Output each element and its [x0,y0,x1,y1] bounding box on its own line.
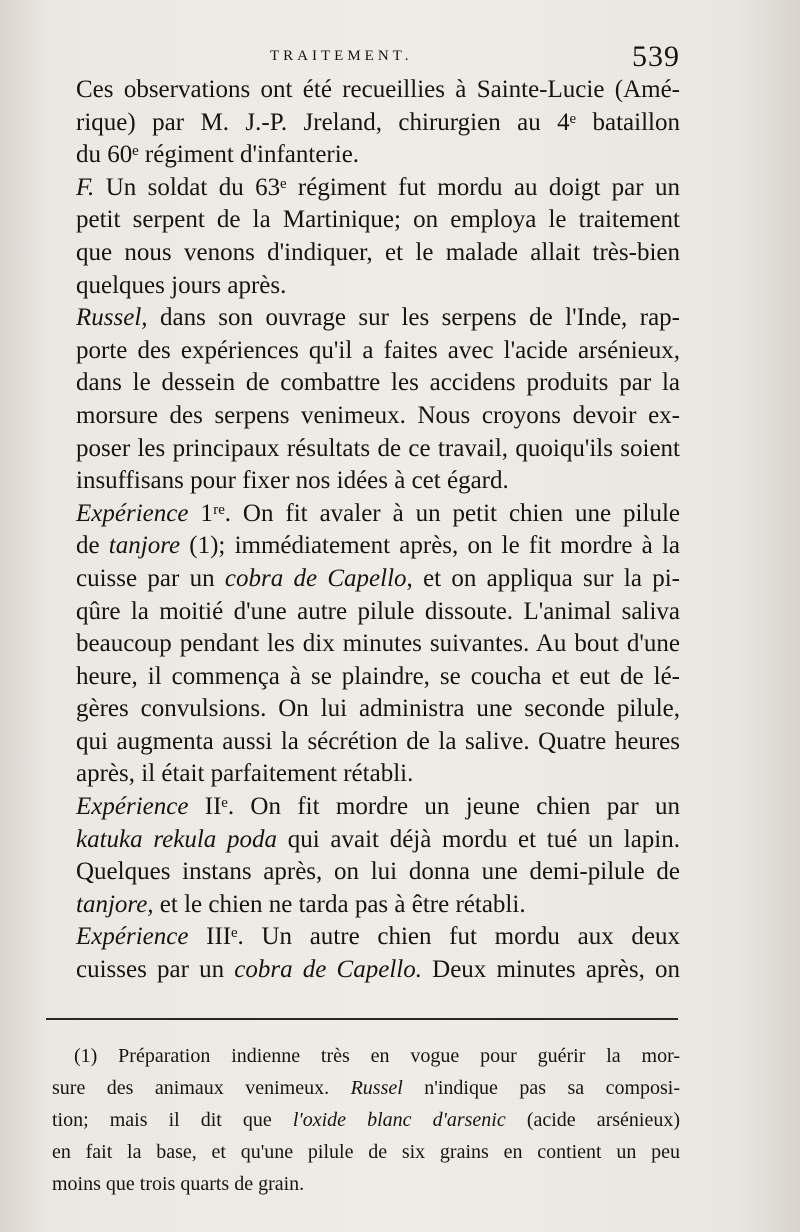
running-head: TRAITEMENT. [270,48,413,64]
text-line: Russel, dans son ouvrage sur les serpens de l'Inde, rap- [76,304,680,332]
text-line: cuisses par un cobra de Capello. Deux minutes après, on [76,956,681,984]
text-line: heure, il commença à se plaindre, se coucha et eut de lé- [76,662,680,690]
text-line: katuka rekula poda qui avait déjà mordu et tué un lapin. [76,825,681,853]
footnote [52,1040,680,1200]
text-line: poser les principaux résultats de ce travail, quoiqu'ils soient [76,434,680,462]
text-line: rique) par M. J.-P. Jreland, chirurgien au 4ᵉ bataillon [76,108,680,136]
text-line: beaucoup pendant les dix minutes suivantes. Au bout d'une [76,630,680,658]
text-line: que nous venons d'indiquer, et le malade allait très-bien [76,238,680,266]
text-line: après, il était parfaitement rétabli. [76,760,414,788]
text-line: Quelques instans après, on lui donna une demi-pilule de [76,858,680,886]
text-line: gères convulsions. On lui administra une seconde pilule, [76,695,680,723]
text-line: tanjore, et le chien ne tarda pas à être rétabli. [76,890,526,918]
footnote-line: moins que trois quarts de grain. [52,1173,305,1195]
text-line: insuffisans pour fixer nos idées à cet égard. [76,467,509,495]
text-line: porte des expériences qu'il a faites avec l'acide arsénieux, [76,336,680,364]
text-line: cuisse par un cobra de Capello, et on appliqua sur la pi- [76,564,680,592]
footnote-line: sure des animaux venimeux. Russel n'indique pas sa composi- [52,1077,680,1099]
page-header [60,40,680,76]
text-line: petit serpent de la Martinique; on employa le traitement [76,206,680,234]
text-line: qui augmenta aussi la sécrétion de la salive. Quatre heures [76,727,680,755]
body-text [76,74,680,987]
text-line: du 60ᵉ régiment d'infanterie. [76,141,360,169]
page-number: 539 [632,40,680,73]
text-line: morsure des serpens venimeux. Nous croyons devoir ex- [76,401,680,429]
text-line: Expérience 1ʳᵉ. On fit avaler à un petit chien une pilule [76,499,680,527]
text-line: F. Un soldat du 63ᵉ régiment fut mordu au doigt par un [76,173,680,201]
text-line: Expérience IIᵉ. On fit mordre un jeune chien par un [76,793,680,821]
footnote-line: tion; mais il dit que l'oxide blanc d'arsenic (acide arsénieux) [52,1109,681,1131]
text-line: Ces observations ont été recueillies à Sainte-Lucie (Amé- [76,76,680,103]
footnote-line: en fait la base, et qu'une pilule de six grains en contient un peu [52,1141,680,1163]
text-line: quelques jours après. [76,271,287,299]
text-line: qûre la moitié d'une autre pilule dissoute. L'animal saliva [76,597,680,625]
text-line: de tanjore (1); immédiatement après, on le fit mordre à la [76,532,680,560]
text-line: dans le dessein de combattre les accidens produits par la [76,369,680,397]
footnote-rule [46,1018,678,1020]
footnote-line: (1) Préparation indienne très en vogue pour guérir la mor- [74,1045,680,1067]
text-line: Expérience IIIᵉ. Un autre chien fut mordu aux deux [76,923,680,951]
